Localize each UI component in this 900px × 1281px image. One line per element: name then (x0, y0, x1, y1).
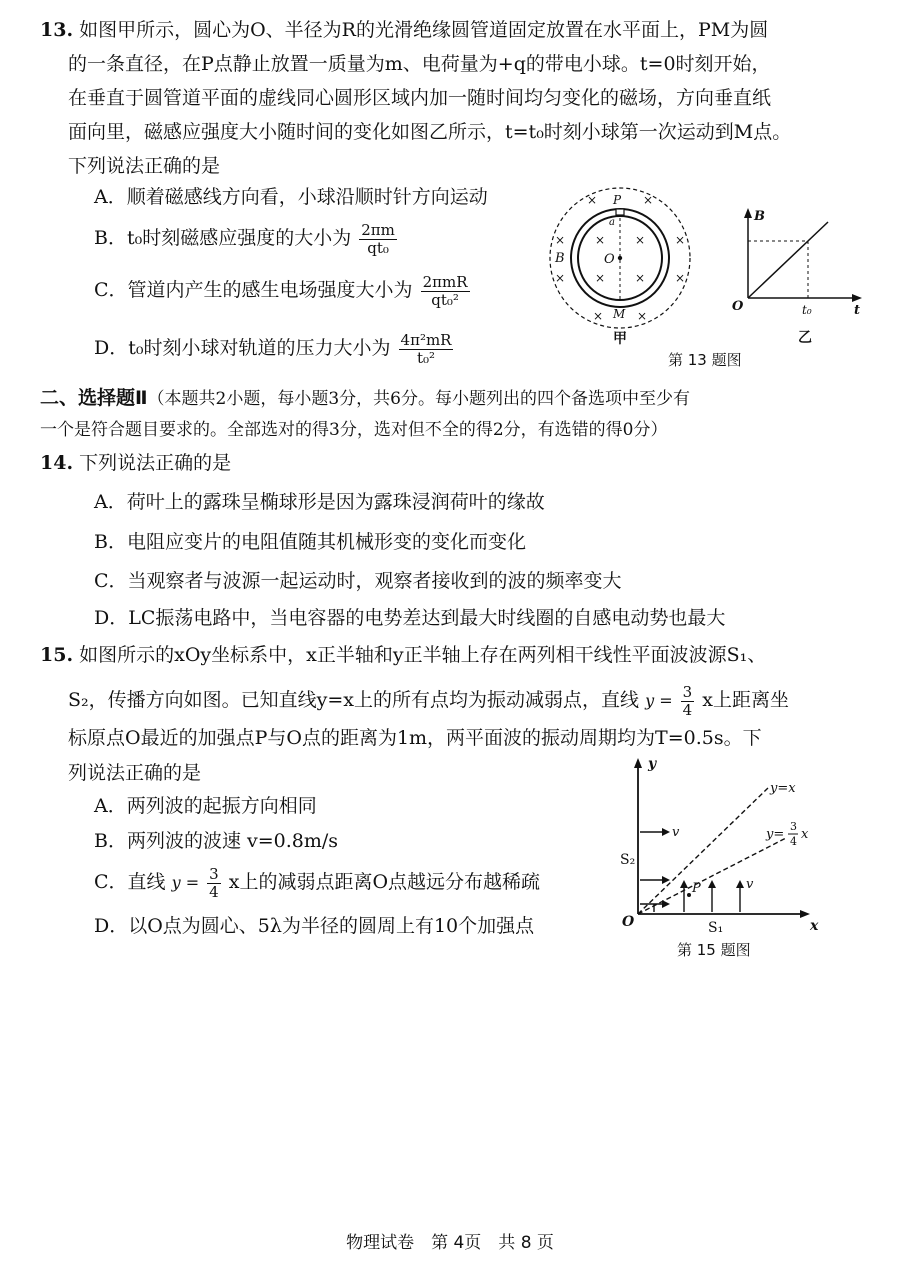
q15-line1: 如图所示的xOy坐标系中，x正半轴和y正半轴上存在两列相干线性平面波波源S₁、 (79, 644, 767, 666)
fig15-x-arrow (800, 910, 810, 918)
q13-option-c (94, 270, 472, 310)
fig15-line-yx (638, 788, 768, 914)
page-footer: 物理试卷 第 4页 共 8 页 (346, 1233, 554, 1253)
cross-4: × (675, 233, 686, 247)
cross-1: × (587, 193, 598, 207)
section2-desc2: 一个是符合题目要求的。全部选对的得3分，选对但不全的得2分，有选错的得0分） (40, 420, 668, 440)
fig15-arrowhead-s1-3 (736, 880, 744, 888)
fig15-label-v-s2: v (672, 825, 680, 840)
q14-stem: 下列说法正确的是 (79, 452, 232, 474)
fig15-label-o: O (622, 914, 635, 930)
q13-stem-line5: 下列说法正确的是 (68, 155, 221, 177)
q13-stem-line1: 如图甲所示，圆心为O、半径为R的光滑绝缘圆管道固定放置在水平面上，PM为圆 (79, 19, 769, 41)
q13-stem-line2: 的一条直径，在P点静止放置一质量为m、电荷量为+q的带电小球。t=0时刻开始， (68, 53, 771, 75)
fig15-label-s2: S₂ (620, 852, 636, 868)
q13-option-c-numerator: 2πmR (422, 272, 468, 291)
label-a: a (609, 217, 615, 228)
q13-option-c-fraction (421, 274, 470, 309)
fig15-arrowhead-s2-2 (662, 876, 670, 884)
cross-11: × (593, 309, 604, 323)
q15-option-b: B．两列波的波速 v=0.8m/s (94, 830, 339, 852)
q13-stem-line3: 在垂直于圆管道平面的虚线同心圆形区域内加一随时间均匀变化的磁场，方向垂直纸 (68, 87, 772, 109)
q15-line2-eq: y = (645, 691, 673, 710)
q13-option-d-denominator: t₀² (416, 348, 436, 367)
q13-option-d-fraction (399, 332, 454, 367)
cross-8: × (635, 233, 646, 247)
fig15-arrowhead-s1-2 (708, 880, 716, 888)
q14-option-a: A．荷叶上的露珠呈椭球形是因为露珠浸润荷叶的缘故 (94, 491, 545, 513)
ball-at-p (616, 209, 624, 215)
q15-line2-text: S₂，传播方向如图。已知直线y=x上的所有点均为振动减弱点，直线 (68, 689, 640, 711)
q15-line2-post: x上距离坐 (702, 689, 789, 711)
q15-line4: 列说法正确的是 (68, 762, 202, 784)
q13-option-a: A．顺着磁感线方向看，小球沿顺时针方向运动 (94, 186, 488, 208)
yi-label-t: t (854, 303, 861, 318)
q13-option-b-fraction (359, 222, 397, 257)
q13-stem-line4: 面向里，磁感应强度大小随时间的变化如图乙所示，t=t₀时刻小球第一次运动到M点。 (68, 121, 792, 143)
q15-option-d: D．以O点为圆心、5λ为半径的圆周上有10个加强点 (94, 915, 535, 937)
q15-option-c-post: x上的减弱点距离O点越远分布越稀疏 (228, 871, 541, 893)
caption-yi: 乙 (798, 330, 812, 346)
fig15-label-yx: y=x (770, 781, 796, 796)
q15-line2-numerator: 3 (682, 682, 693, 701)
q13-option-c-denominator: qt₀² (431, 290, 459, 309)
cross-5: × (555, 271, 566, 285)
section2-header (40, 385, 690, 412)
q15-option-a: A．两列波的起振方向相同 (94, 795, 317, 817)
fig15-label-y34x-den: 4 (790, 835, 797, 848)
fig15-point-p (687, 893, 691, 897)
cross-3: × (555, 233, 566, 247)
yi-label-o: O (732, 299, 744, 314)
fig15-label-x: x (810, 918, 819, 934)
q13-option-d-numerator: 4π²mR (400, 330, 452, 349)
fig15-arrowhead-s2-3 (662, 900, 670, 908)
cross-6: × (675, 271, 686, 285)
yi-axis-b-arrow (744, 208, 752, 218)
cross-12: × (637, 309, 648, 323)
q15-option-c-numerator: 3 (209, 864, 219, 883)
yi-b-line (748, 222, 828, 298)
q15-line3: 标原点O最近的加强点P与O点的距离为1m，两平面波的振动周期均为T=0.5s。下 (68, 727, 762, 749)
label-b: B (555, 251, 565, 266)
q15-number: 15. (40, 644, 74, 666)
q13-option-d-text: D．t₀时刻小球对轨道的压力大小为 (94, 337, 391, 359)
q14-option-d: D．LC振荡电路中，当电容器的电势差达到最大时线圈的自感电动势也最大 (94, 607, 726, 629)
fig15-label-y34x-pre: y= (766, 827, 785, 842)
q13-figure-yi (728, 206, 870, 346)
label-p: P (613, 193, 622, 207)
q13-caption: 第 13 题图 (668, 351, 742, 369)
q13-option-b (94, 218, 399, 258)
q13-option-c-text: C．管道内产生的感生电场强度大小为 (94, 279, 413, 301)
q13-number: 13. (40, 19, 74, 41)
section2-desc1: （本题共2小题，每小题3分，共6分。每小题列出的四个备选项中至少有 (147, 389, 690, 409)
fig15-label-y34x-post: x (801, 827, 809, 842)
fig15-label-y: y (648, 756, 657, 772)
q14-option-c: C．当观察者与波源一起运动时，观察者接收到的波的频率变大 (94, 570, 622, 592)
fig15-label-v-s1: v (746, 877, 754, 892)
q13-option-b-denominator: qt₀ (367, 238, 389, 257)
q13-option-b-text: B．t₀时刻磁感应强度的大小为 (94, 227, 352, 249)
q13-figure-jia (545, 186, 695, 346)
q15-option-c-fraction (207, 866, 221, 901)
q13-option-b-numerator: 2πm (361, 220, 395, 239)
q14-number: 14. (40, 452, 74, 474)
center-dot (618, 256, 622, 260)
cross-9: × (595, 271, 606, 285)
q15-line2-denominator: 4 (682, 700, 693, 719)
cross-2: × (643, 193, 654, 207)
fig15-label-s1: S₁ (708, 920, 724, 934)
q15-line2 (68, 680, 789, 721)
fig15-label-y34x-num: 3 (790, 820, 797, 833)
q15-option-c-denominator: 4 (209, 882, 219, 901)
cross-10: × (635, 271, 646, 285)
q15-line2-fraction (681, 684, 695, 719)
q13-option-d (94, 328, 455, 368)
section2-title: 二、选择题Ⅱ (40, 387, 148, 409)
q15-option-c-text: C．直线 (94, 871, 166, 893)
q15-figure (616, 754, 826, 934)
fig15-arrowhead-s1-1 (680, 880, 688, 888)
label-m: M (613, 307, 626, 321)
q15-caption: 第 15 题图 (677, 941, 751, 959)
fig15-label-p: P (692, 881, 701, 896)
yi-label-b: B (754, 209, 765, 224)
q14-option-b: B．电阻应变片的电阻值随其机械形变的变化而变化 (94, 531, 526, 553)
yi-label-t0: t₀ (802, 303, 812, 317)
label-o: O (604, 252, 615, 267)
caption-jia: 甲 (613, 331, 627, 346)
fig15-arrowhead-s2-1 (662, 828, 670, 836)
fig15-y-arrow (634, 758, 642, 768)
yi-axis-t-arrow (852, 294, 862, 302)
q15-option-c-eq: y = (171, 873, 200, 892)
q15-option-c (94, 862, 540, 903)
cross-7: × (595, 233, 606, 247)
